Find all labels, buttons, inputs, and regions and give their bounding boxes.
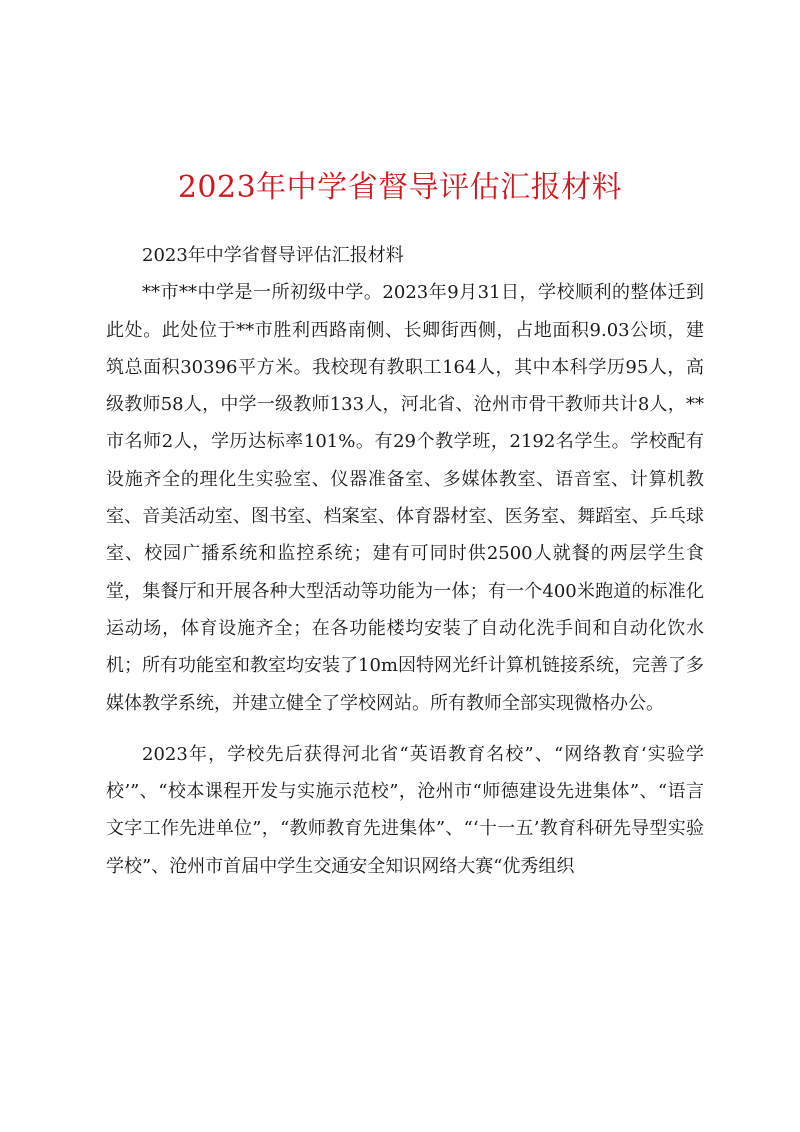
paragraph-intro: **市**中学是一所初级中学。2023年9月31日，学校顺利的整体迁到此处。此处位于**市胜利西路南侧、长卿街西侧，占地面积9.03公顷，建筑总面积30396平方米。我校现有教职工164人，其中本科学历95人，高级教师58人，中学一级教师133人，河北省、沧州市骨干教师共计8人，**市名师2人，学历达标率101%。有29个教学班，2192名学生。学校配有设施齐全的理化生实验室、仪器准备室、多媒体教室、语音室、计算机教室、音美活动室、图书室、档案室、体育器材室、医务室、舞蹈室、乒乓球室、校园广播系统和监控系统；建有可同时供2500人就餐的两层学生食堂，集餐厅和开展各种大型活动等功能为一体；有一个400米跑道的标准化运动场，体育设施齐全；在各功能楼均安装了自动化洗手间和自动化饮水机；所有功能室和教室均安装了10m因特网光纤计算机链接系统，完善了多媒体教学系统，并建立健全了学校网站。所有教师全部实现微格办公。 — [106, 282, 704, 714]
document-title: 2023年中学省督导评估汇报材料 — [177, 170, 623, 205]
document-subtitle: 2023年中学省督导评估汇报材料 — [142, 245, 404, 266]
document-body — [106, 237, 704, 899]
paragraph-honors: 2023年，学校先后获得河北省“英语教育名校”、“网络教育‘实验学校’”、“校本课程开发与实施示范校”，沧州市“师德建设先进集体”、“语言文字工作先进单位”，“教师教育先进集体”、“‘十一五’教育科研先导型实验学校”、沧州市首届中学生交通安全知识网络大赛“优秀组织 — [106, 743, 704, 877]
